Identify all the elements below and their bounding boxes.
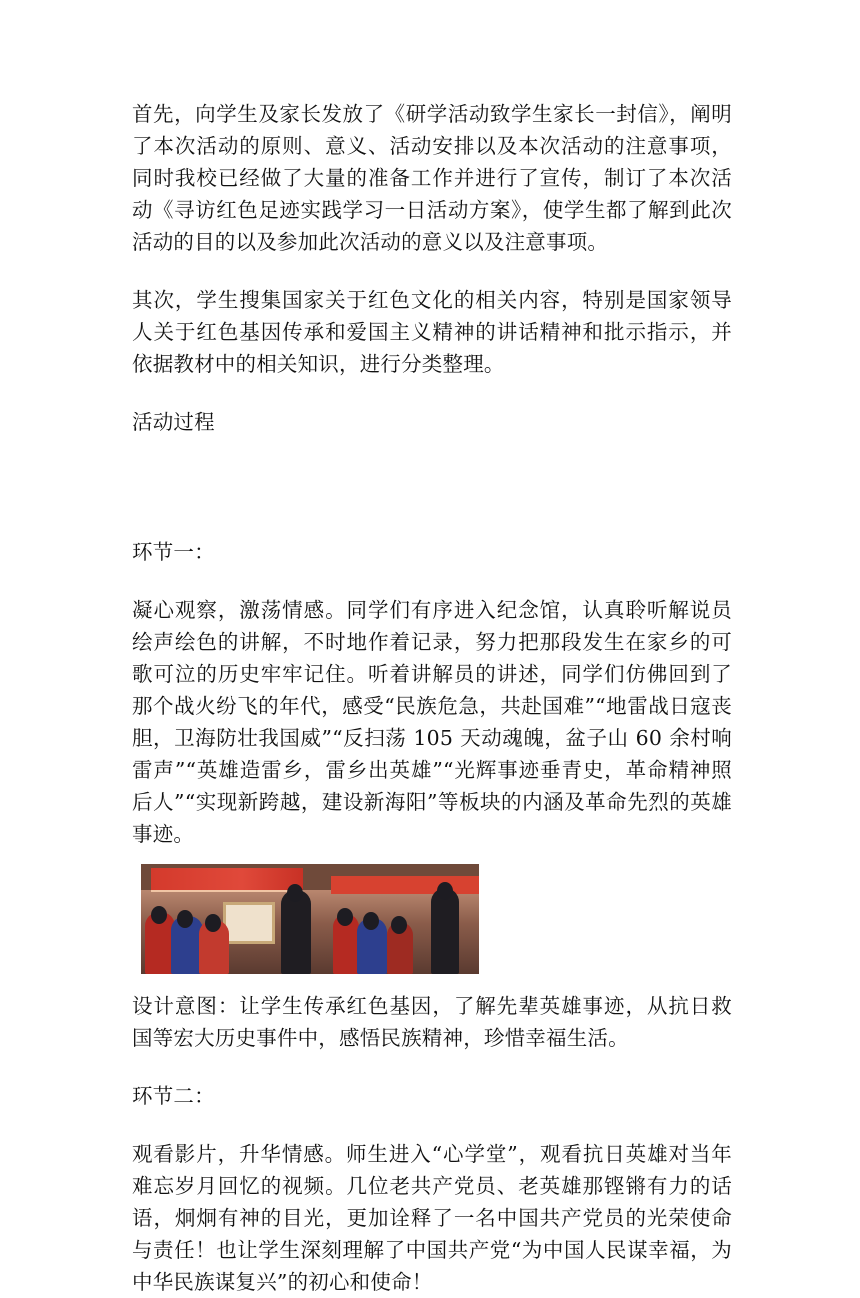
document-page: [132, 98, 732, 1298]
design-intent-paragraph: 设计意图：让学生传承红色基因，了解先辈英雄事迹，从抗日救国等宏大历史事件中，感悟民族精神，珍惜幸福生活。: [132, 994, 732, 1050]
museum-photos: [132, 864, 732, 976]
museum-photo-1: [141, 864, 333, 974]
segment-1-body: 凝心观察，激荡情感。同学们有序进入纪念馆，认真聆听解说员绘声绘色的讲解，不时地作着记录，努力把那段发生在家乡的可歌可泣的历史牢牢记住。听着讲解员的讲述，同学们仿佛回到了那个战火纷飞的年代，感受“民族危急，共赴国难”“地雷战日寇丧胆，卫海防壮我国威”“反扫荡 105 天动魂魄，盆子山 60 余村响雷声”“英雄造雷乡，雷乡出英雄”“光辉事迹垂青史，革命精神照后人”“实现新跨越，建设新海阳”等板块的内涵及革命先烈的英雄事迹。: [132, 598, 732, 846]
segment-2-body: 观看影片，升华情感。师生进入“心学堂”，观看抗日英雄对当年难忘岁月回忆的视频。几位老共产党员、老英雄那铿锵有力的话语，炯炯有神的目光，更加诠释了一名中国共产党员的光荣使命与责任！也让学生深刻理解了中国共产党“为中国人民谋幸福，为中华民族谋复兴”的初心和使命！: [132, 1142, 732, 1294]
museum-photo-2: [331, 864, 479, 974]
segment-1-title: 环节一：: [132, 540, 215, 564]
intro-paragraph-1: 首先，向学生及家长发放了《研学活动致学生家长一封信》，阐明了本次活动的原则、意义、活动安排以及本次活动的注意事项，同时我校已经做了大量的准备工作并进行了宣传，制订了本次活动《寻访红色足迹实践学习一日活动方案》，使学生都了解到此次活动的目的以及参加此次活动的意义以及注意事项。: [132, 102, 732, 254]
intro-paragraph-2: 其次，学生搜集国家关于红色文化的相关内容，特别是国家领导人关于红色基因传承和爱国主义精神的讲话精神和批示指示，并依据教材中的相关知识，进行分类整理。: [132, 288, 732, 376]
section-heading-process: 活动过程: [132, 410, 215, 434]
segment-2-title: 环节二：: [132, 1084, 215, 1108]
